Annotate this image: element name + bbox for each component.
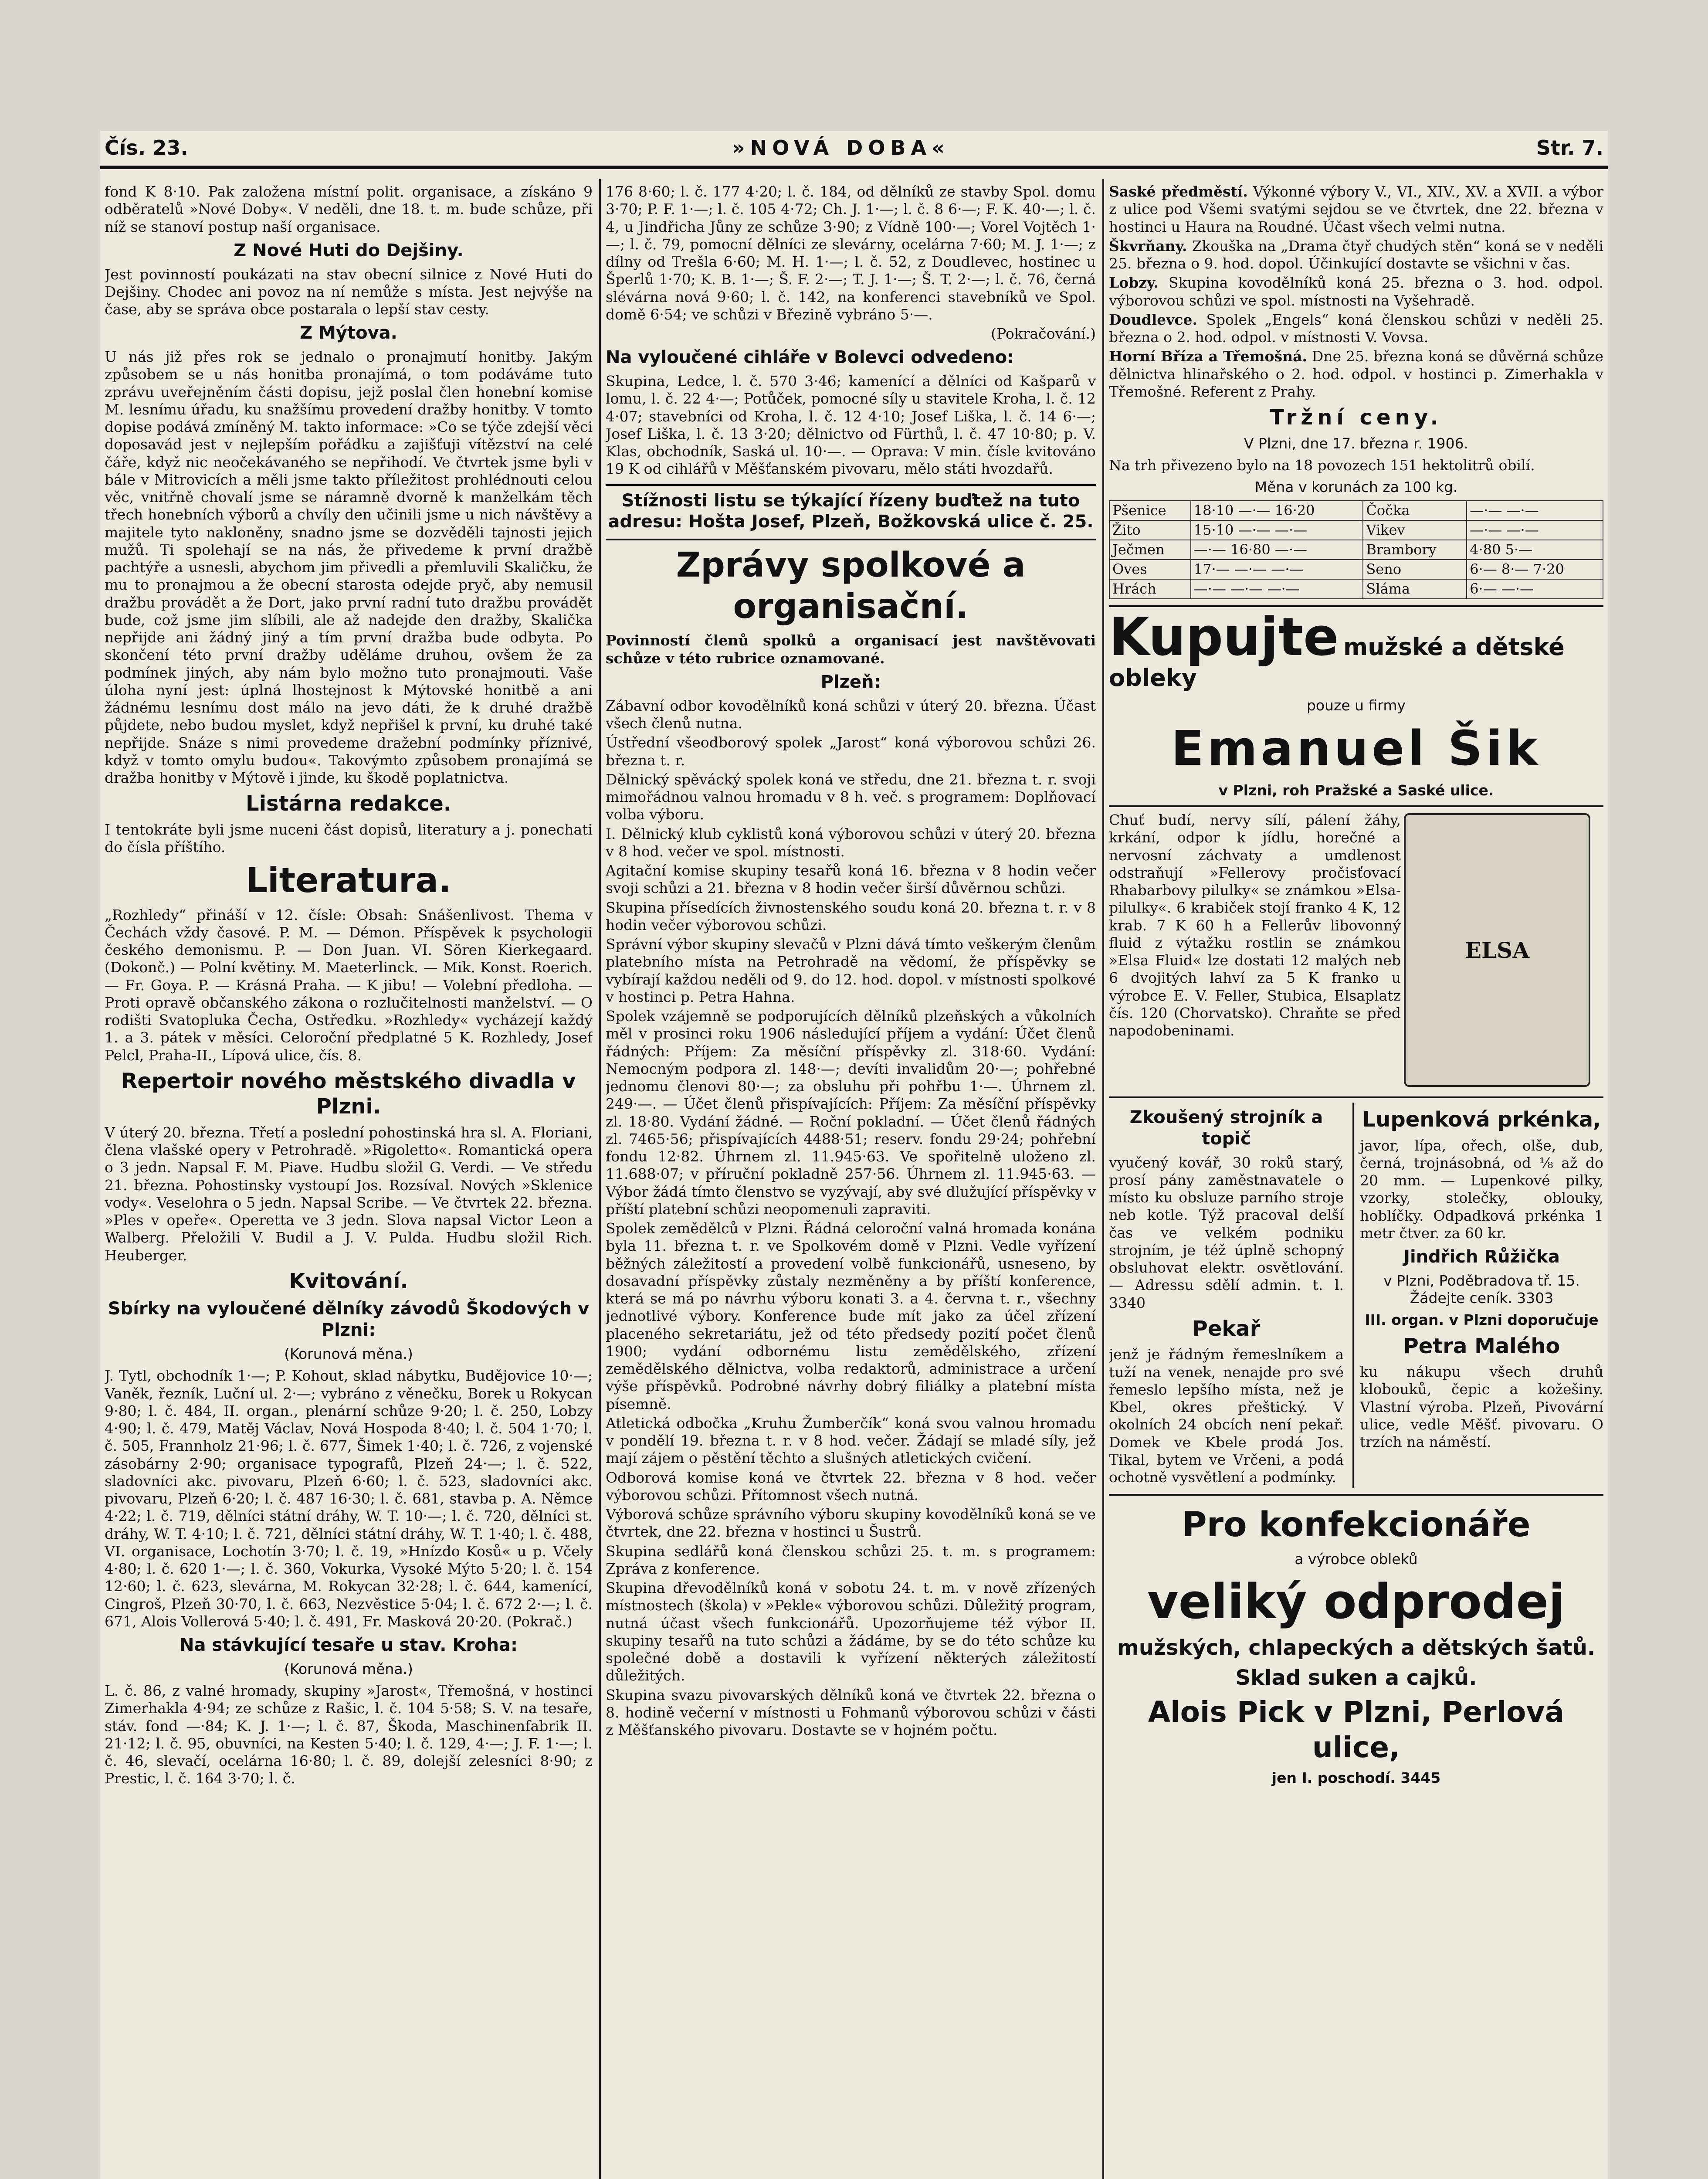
article-text: U nás již přes rok se jednalo o pronajmutí honitby. Jakým způsobem se u nás honitba pronajímá, o tom podáváme tuto zprávu uveřejněním části dopisu, jejž poslal člen honební komise M. lesnímu úřadu, ku snažšímu provedení dražby honitby. V tomto dopise podává zmíněný M. takto informace: »Co se týče zdejší věci doposavád jest v nejlepším pořádku a zajišťuji vítězství na celé čáře, když nic neočekávaného se nepřihodí. Ve čtvrtek jsme byli v bále v Mitrovicích a měli jsme takto příležitost prohlédnouti celou věc, vnitřně chovalí jsme se náramně dvorně k manželkám těch třech honebních výborů a chvíly den učinili jsme u nich návštěvy a majitele tyto nakloněny, snadno jsme se dozvěděli tajnosti jejich mužů. Ti spolehají se na nás, že přivedeme k první dražbě pachtýře a usnesli, abychom jim přivedli a přemluvili Skaličku, že mu to pronajmou a že obecní starosta odejde pryč, aby nemusil dražbu provádět a že Dort, jako první radní tuto dražbu provádět bude, což jsme jim slíbili, ale až nadejde den dražby, Skalička nepřijde ani žádný jiný a tím první dražba bude odbyta. Po skončení této první dražby uděláme druhou, ovšem že za podmínek jiných, aby nám bylo možno tuto pronajmouti. Vaše úloha nyní jest: úplná lhostejnost k Mýtovské honitbě a ani žádnému lesnímu dost málo na jevo dáti, že k druhé dražbě půjdete, nebo budou myslet, když nepřišel k první, ku druhé také nepřijde. Snáze s nimi provedeme dražební podmínky příznivé, když v tomto omylu budou«. Takovýmto způsobem pronajímá se dražba honitby v Mýtově i jinde, ku škodě poplatnictva. <box>105 348 593 787</box>
market-date: V Plzni, dne 17. března r. 1906. <box>1244 434 1469 452</box>
ad-company: Alois Pick v Plzni, Perlová ulice, <box>1148 1695 1565 1764</box>
market-unit: Měna v korunách za 100 kg. <box>1254 479 1458 496</box>
article-text: Skupina kovodělníků koná 25. března o 3. hod. odpol. výborovou schůzi ve spol. místnosti na Vyšehradě. <box>1109 274 1603 309</box>
section-heading: Zprávy spolkové a organisační. <box>606 539 1096 628</box>
ad-headline: veliký odprodej <box>1147 1573 1565 1629</box>
ad-text: pouze u firmy <box>1306 697 1406 714</box>
newspaper-page <box>100 131 1608 2179</box>
ad-prkenka <box>1352 1103 1603 1488</box>
article-text: 176 8·60; l. č. 177 4·20; l. č. 184, od dělníků ze stavby Spol. domu 3·70; P. F. 1·—; l. č. 105 4·72; Ch. J. 1·—; l. č. 8 6·—; F. K. 40·—; l. č. 4, u Jindřicha Jůny ze schůze 3·90; z Vídně 100·—; Vorel Vojtěch 1·—; l. č. 79, pomocní dělníci ze slevárny, ocelárna 7·60; M. J. 1·—; z dílny od Trešla 6·60; M. H. 1·—; l. č. 52, z Doudlevec, hostinec u Šperlů 1·70; K. B. 1·—; Š. F. 2·—; T. J. 1·—; Š. T. 2·—; l. č. 76, černá slévárna nová 9·60; l. č. 142, na konferenci stavebníků ve Spol. domě 6·54; ve schůzi v Březině vybráno 5·—. <box>606 183 1096 323</box>
ad-company: Petra Malého <box>1403 1334 1560 1358</box>
place-heading: Lobzy. <box>1109 274 1159 292</box>
ad-text: vyučený kovář, 30 roků starý, prosí pány zaměstnavatele o místo ku obsluze parního stroje neb kotle. Týž pracoval delší čas ve velkém podniku strojním, je též úplně schopný obsluhovat elektr. osvětlování. — Adressu sdělí admin. t. l. 3340 <box>1109 1154 1344 1311</box>
page-number: Str. 7. <box>1536 136 1603 160</box>
section-heading: Kvitování. <box>289 1269 408 1293</box>
ad-kupujte <box>1109 605 1603 799</box>
ad-elsa <box>1109 805 1603 1090</box>
ad-company: Jindřich Růžička <box>1403 1247 1560 1267</box>
article-text: L. č. 86, z valné hromady, skupiny »Jarost«, Třemošná, v hostinci Zimerhakla 4·94; ze schůze z Rašic, l. č. 104 5·58; S. V. na tesaře, stáv. fond —·84; K. J. 1·—; l. č. 87, Škoda, Maschinenfabrik II. 21·12; l. č. 95, obuvníci, na Kesten 5·40; l. č. 129, 4·—; J. F. 1·—; l. č. 46, slevačí, ocelárna 16·80; l. č. 89, dolejší zelesníci 8·90; z Prestic, l. č. 164 3·70; l. č. <box>105 1682 593 1787</box>
section-heading: Listárna redakce. <box>245 791 452 816</box>
market-table <box>1109 500 1603 599</box>
article-text: I tentokráte byli jsme nuceni část dopisů, literatury a j. ponechati do čísla příštího. <box>105 821 593 856</box>
table-row: Hrách —·— —·— —·— Sláma 6·— —·— <box>1109 579 1603 599</box>
place-heading: Horní Bříza a Třemošná. <box>1109 348 1307 365</box>
column-rule <box>599 179 601 2179</box>
section-heading: Repertoir nového městského divadla v Plzni. <box>121 1069 576 1119</box>
ad-pair <box>1109 1096 1603 1488</box>
ad-text: mužských, chlapeckých a dětských šatů. <box>1117 1636 1596 1660</box>
article-text: Spolek „Engels“ koná členskou schůzi v neděli 25. března o 2. hod. odpol. v místnosti V. Vovsa. <box>1109 311 1603 346</box>
ad-strojnik <box>1109 1103 1344 1488</box>
ad-text: Chuť budí, nervy sílí, pálení žáhy, krkání, odpor k jídlu, horečné a nervosní záchvaty a umdlenost odstraňují »Fellerovy pročisťovací Rhabarbovy pilulky« se známkou »Elsa-pilulky«. 6 krabiček stojí franko 4 K, 12 krab. 7 K 60 h a Fellerův libovonný fluid z výtažku rostlin se známkou »Elsa Fluid« lze dostati 12 malých neb 6 dvojitých lahví za 5 K franko u výrobce E. V. Feller, Stubica, Elsaplatz čís. 120 (Chorvatsko). Chraňte se před napodobeninami. <box>1109 811 1401 1039</box>
article-text: Skupina sedlářů koná členskou schůzi 25. t. m. s programem: Zpráva z konference. <box>606 1542 1096 1577</box>
masthead-title: »NOVÁ DOBA« <box>732 136 950 160</box>
table-row: Žito 15·10 —·— —·— Vikev —·— —·— <box>1109 520 1603 540</box>
complaints-notice: Stížnosti listu se týkající řízeny buďtež na tuto adresu: Hošta Josef, Plzeň, Božkovská ulice č. 25. <box>606 484 1096 533</box>
article-text: Zábavní odbor kovodělníků koná schůzi v úterý 20. března. Účast všech členů nutna. <box>606 697 1096 732</box>
article-text: Povinností členů spolků a organisací jest navštěvovati schůze v této rubrice oznamované. <box>606 632 1096 667</box>
place-heading: Doudlevce. <box>1109 311 1197 328</box>
currency-note: (Korunová měna.) <box>284 1660 413 1677</box>
article-text: fond K 8·10. Pak založena místní polit. organisace, a získáno 9 odběratelů »Nové Doby«. V neděli, dne 18. t. m. bude schůze, při níž se stanoví postup naší organisace. <box>105 183 593 235</box>
ad-headline: Lupenková prkénka, <box>1362 1107 1601 1132</box>
article-text: Správní výbor skupiny slevačů v Plzni dává tímto veškerým členům platebního místa na Petrohradě na vědomí, že příspěvky se vybírají každou neděli od 9. do 12. hod. dopol. v místnosti spolkové v hostinci p. Petra Hahna. <box>606 936 1096 1005</box>
article-text: I. Dělnický klub cyklistů koná výborovou schůzi v úterý 20. března v 8 hod. večer ve spol. místnosti. <box>606 825 1096 860</box>
article-text: Výborová schůze správního výboru skupiny kovodělníků koná se ve čtvrtek, dne 22. března v hostinci u Šustrů. <box>606 1506 1096 1541</box>
ad-headline: III. organ. v Plzni doporučuje <box>1365 1311 1599 1329</box>
article-text: J. Tytl, obchodník 1·—; P. Kohout, sklad nábytku, Budějovice 10·—; Vaněk, řezník, Luční ul. 2·—; vybráno z věnečku, Borek u Rokycan 9·80; l. č. 484, II. organ., plenární schůze 9·20; l. č. 250, Lobzy 4·90; l. č. 479, Matěj Václav, Nová Hospoda 8·40; l. č. 504 1·70; l. č. 505, Frannholz 21·96; l. č. 677, Šimek 1·40; l. č. 726, z vojenské zásobárny 2·90; organisace typografů, Plzeň 24·—; l. č. 522, sladovníci akc. pivovaru, Plzeň 6·60; l. č. 523, sladovníci akc. pivovaru, Plzeň 6·20; l. č. 487 16·30; l. č. 681, stavba p. A. Němce 4·22; l. č. 719, dělníci státní dráhy, W. T. 10·—; l. č. 720, dělníci st. dráhy, W. T. 4·10; l. č. 721, dělníci státní dráhy, W. T. 1·40; l. č. 488, VI. organisace, Lochotín 3·70; l. č. 19, »Hnízdo Kosů« u p. Včely 4·80; l. č. 620 1·—; l. č. 360, Vokurka, Vysoké Mýto 5·20; l. č. 154 12·60; l. č. 623, slevárna, M. Rokycan 32·28; l. č. 644, kamenící, Cingroš, Plzeň 30·70, l. č. 663, Nezvěstice 5·04; l. č. 672 2·—; l. č. 671, Alois Vollerová 5·40; l. č. 491, Fr. Masková 20·20. (Pokrač.) <box>105 1367 593 1630</box>
place-heading: Saské předměstí. <box>1109 183 1248 200</box>
article-text: Výkonné výbory V., VI., XIV., XV. a XVII. a výbor z ulice pod Všemi svatými sejdou se ve čtvrtek, dne 22. března v hostinci u Haura na Roudné. Účast všech velmi nutna. <box>1109 183 1603 235</box>
table-row: Ječmen —·— 16·80 —·— Brambory 4·80 5·— <box>1109 540 1603 560</box>
ad-text: Sklad suken a cajků. <box>1235 1665 1477 1690</box>
currency-note: (Korunová měna.) <box>284 1345 413 1363</box>
section-heading: Literatura. <box>246 861 451 901</box>
article-text: Ústřední všeodborový spolek „Jarost“ koná výborovou schůzi 26. března t. r. <box>606 734 1096 769</box>
article-text: Skupina dřevodělníků koná v sobotu 24. t. m. v nově zřízených místnostech (škola) v »Pekle« výborovou schůzi. Důležitý program, nutná účast všech funkcionářů. Upozorňujeme též výbor II. skupiny tesařů na tuto schůzi a žádáme, by se do této schůze ku společné době a dostavili k vyřízení některých záležitostí důležitých. <box>606 1579 1096 1684</box>
continued-note: (Pokračování.) <box>991 325 1096 342</box>
ad-subline: mužské a dětské obleky <box>1109 633 1565 692</box>
elsa-product-image: ELSA <box>1404 813 1590 1087</box>
ad-text: ku nákupu všech druhů klobouků, čepic a kožešiny. Vlastní výroba. Plzeň, Pivovární ulice, vedle Měšť. pivovaru. O trzích na náměstí. <box>1360 1363 1603 1451</box>
place-heading: Škvrňany. <box>1109 237 1187 255</box>
article-text: Agitační komise skupiny tesařů koná 16. března v 8 hodin večer svoji schůzi a 21. března v 8 hodin večer širší důvěrnou schůzi. <box>606 862 1096 897</box>
article-text: V úterý 20. března. Třetí a poslední pohostinská hra sl. A. Floriani, člena vlašské opery v Petrohradě. »Rigoletto«. Romantická opera o 3 jedn. Napsal F. M. Piave. Hudbu složil G. Verdi. — Ve středu 21. března. Pohostinsky vystoupí Jos. Rozsíval. Nových »Sklenice vody«. Veselohra o 5 jedn. Napsal Scribe. — Ve čtvrtek 22. března. »Ples v opeře«. Operetta ve 3 jedn. Slova napsal Victor Leon a Walberg. Přeložili V. Budil a J. V. Pulda. Hudbu složil Rich. Heuberger. <box>105 1123 593 1264</box>
column-1 <box>105 183 593 2179</box>
ad-headline: Zkoušený strojník a topič <box>1129 1107 1323 1149</box>
table-row: Pšenice 18·10 —·— 16·20 Čočka —·— —·— <box>1109 501 1603 520</box>
article-text: „Rozhledy“ přináší v 12. čísle: Obsah: Snášenlivost. Thema v Čechách vždy časové. P. M. — Démon. Příspěvek k psychologii českého demonismu. P. — Don Juan. VI. Sören Kierkegaard. (Dokonč.) — Polní květiny. M. Maeterlinck. — Mik. Konst. Roerich. — Fr. Goya. P. — Krásná Praha. — K jibu! — Volební předloha. — Proti opravě občanského zákona o rozlučitelnosti manželství. — O rodišti Svatopluka Čecha, Ostředku. »Rozhledy« vycházejí každý 1. a 3. pátek v měsíci. Celoroční předplatné 5 K. Rozhledy, Josef Pelcl, Praha-II., Lípová ulice, čís. 8. <box>105 906 593 1064</box>
column-rule <box>1102 179 1104 2179</box>
section-subheading: Na vyloučené cihláře v Bolevci odvedeno: <box>606 347 1014 368</box>
ad-text: javor, lípa, ořech, olše, dub, černá, trojnásobná, od ⅛ až do 20 mm. — Lupenkové pilky, vzorky, stolečky, oblouky, hoblíčky. Odpadková prkénka 1 metr čtver. za 60 kr. <box>1360 1137 1603 1242</box>
ad-address: v Plzni, Poděbradova tř. 15. Žádejte ceník. 3303 <box>1383 1272 1580 1307</box>
market-prices <box>1109 405 1603 599</box>
ad-headline: Pekař <box>1192 1316 1261 1341</box>
article-text: Skupina svazu pivovarských dělníků koná ve čtvrtek 22. března o 8. hodině večerní v místnosti u Fohmanů výborovou schůzi v části z Měšťanského pivovaru. Dostavte se v hojném počtu. <box>606 1686 1096 1738</box>
ad-address: v Plzni, roh Pražské a Saské ulice. <box>1218 781 1494 799</box>
ad-company: Emanuel Šik <box>1171 720 1542 776</box>
ad-address: jen I. poschodí. 3445 <box>1271 1769 1441 1787</box>
article-text: Atletická odbočka „Kruhu Žumberčík“ koná svou valnou hromadu v pondělí 19. března t. r. v 8 hod. večer. Žádají se mladé síly, jež mají zájem o pěstění těchto a slušných atletických cvičení. <box>606 1414 1096 1467</box>
ad-headline: Pro konfekcionáře <box>1182 1505 1531 1545</box>
page-header <box>100 131 1608 169</box>
column-3 <box>1109 183 1603 2179</box>
section-subheading: Na stávkující tesaře u stav. Kroha: <box>180 1635 518 1656</box>
article-text: Spolek vzájemně se podporujících dělníků plzeňských a vůkolních měl v prosinci roku 1906 následující příjem a vydání: Účet členů řádných: Příjem: Za měsíční příspěvky zl. 318·60. Vydání: Nemocným podpora zl. 148·—; devíti invalidům 20·—; pohřebné jednomu členovi 80·—; za obsluhu při pohřbu 1·—. Úhrnem zl. 249·—. — Účet členů přispívajících: Příjem: Za měsíční příspěvky zl. 18·80. Vydání žádné. — Roční pokladní. — Účet členů řádných zl. 7465·56; přispívajících 4488·51; reserv. fondu 29·24; pohřební fondu 12·82. Úhrnem zl. 11.945·63. Ve spořitelně uloženo zl. 11.688·07; v příruční pokladně 257·56. Úhrnem zl. 11.945·63. — Výbor žádá tímto členstvo se vyzývají, aby své dlužující příspěvky v příští platební schůzi neopomenuli zapraviti. <box>606 1008 1096 1218</box>
article-text: Spolek zemědělců v Plzni. Řádná celoroční valná hromada konána byla 11. března t. r. ve Spolkovém domě v Plzni. Vedle vyřízení běžných záležitostí a provedení volbě funkcionářů, usneseno, by dosavadní příspěvky zůstaly nezměněny a by příští konference, která se má po návrhu výboru konati 3. a 4. června t. r., všechny jednotlivé výbory. Konference bude mít jako za účel zřízení placeného sekretariátu, jež od této předsedy pozití počet členů 1900; vydání odbornému listu zemědělského, zřízení zemědělského dělnictva, volba redaktorů, administrace a určení výše příspěvků. Podrobné návrhy dobrý filiálky a platební místa písemně. <box>606 1220 1096 1412</box>
section-subheading: Sbírky na vyloučené dělníky závodů Škodových v Plzni: <box>108 1299 590 1341</box>
article-text: Skupina, Ledce, l. č. 570 3·46; kamenící a dělníci od Kašparů v lomu, l. č. 22 4·—; Potůček, pomocné síly u stavitele Kroha, l. č. 12 4·07; stavebníci od Kroha, l. č. 12 4·10; Josef Liška, l. č. 14 6·—; Josef Liška, l. č. 13 3·20; dělnictvo od Fürthů, l. č. 47 10·80; p. V. Klas, obchodník, Saská ul. 10·—. — Oprava: V min. čísle kvitováno 19 K od cihlářů v Měšťanském pivovaru, mělo státi hvozdařů. <box>606 373 1096 478</box>
ad-headline: Kupujte <box>1109 607 1339 668</box>
article-text: Zkouška na „Drama čtyř chudých stěn“ koná se v neděli 25. března o 9. hod. dopol. Účinkující dostavte se všichni v čas. <box>1109 237 1603 272</box>
ad-text: jenž je řádným řemeslníkem a tuží na venek, nenajde pro své řemeslo lepšího místa, než je Kbel, okres přeštický. V okolních 24 obcích není pekař. Domek ve Kbele prodá Jos. Tikal, bytem ve Vrčeni, a podá ochotně vysvětlení a podmínky. <box>1109 1346 1344 1486</box>
section-heading: Z Nové Huti do Dejšiny. <box>234 240 464 261</box>
article-text: Jest povinností poukázati na stav obecní silnice z Nové Huti do Dejšiny. Chodec ani povoz na ní nemůže s místa. Jest nejvýše na čase, aby se správa obce postarala o lepší stav cesty. <box>105 265 593 318</box>
market-intro: Na trh přivezeno bylo na 18 povozech 151 hektolitrů obilí. <box>1109 456 1535 474</box>
issue-number: Čís. 23. <box>105 136 188 160</box>
section-subheading: Plzeň: <box>820 672 881 692</box>
ad-pick <box>1109 1494 1603 1787</box>
column-2 <box>606 183 1096 2179</box>
article-text: Skupina přísedících živnostenského soudu koná 20. března t. r. v 8 hodin večer výborovou schůzi. <box>606 899 1096 933</box>
ad-text: a výrobce obleků <box>1295 1550 1418 1568</box>
section-heading: Z Mýtova. <box>300 323 397 343</box>
section-heading: Tržní ceny. <box>1270 405 1443 430</box>
article-text: Odborová komise koná ve čtvrtek 22. března v 8 hod. večer výborovou schůzi. Přítomnost všech nutná. <box>606 1469 1096 1504</box>
article-text: Dne 25. března koná se důvěrná schůze dělnictva hlinařského o 2. hod. odpol. v hostinci p. Zimerhakla v Třemošné. Referent z Prahy. <box>1109 348 1603 400</box>
article-text: Dělnický spěvácký spolek koná ve středu, dne 21. března t. r. svoji mimořádnou valnou hromadu v 8 h. več. s programem: Doplňovací volba výboru. <box>606 770 1096 823</box>
table-row: Oves 17·— —·— —·— Seno 6·— 8·— 7·20 <box>1109 560 1603 579</box>
